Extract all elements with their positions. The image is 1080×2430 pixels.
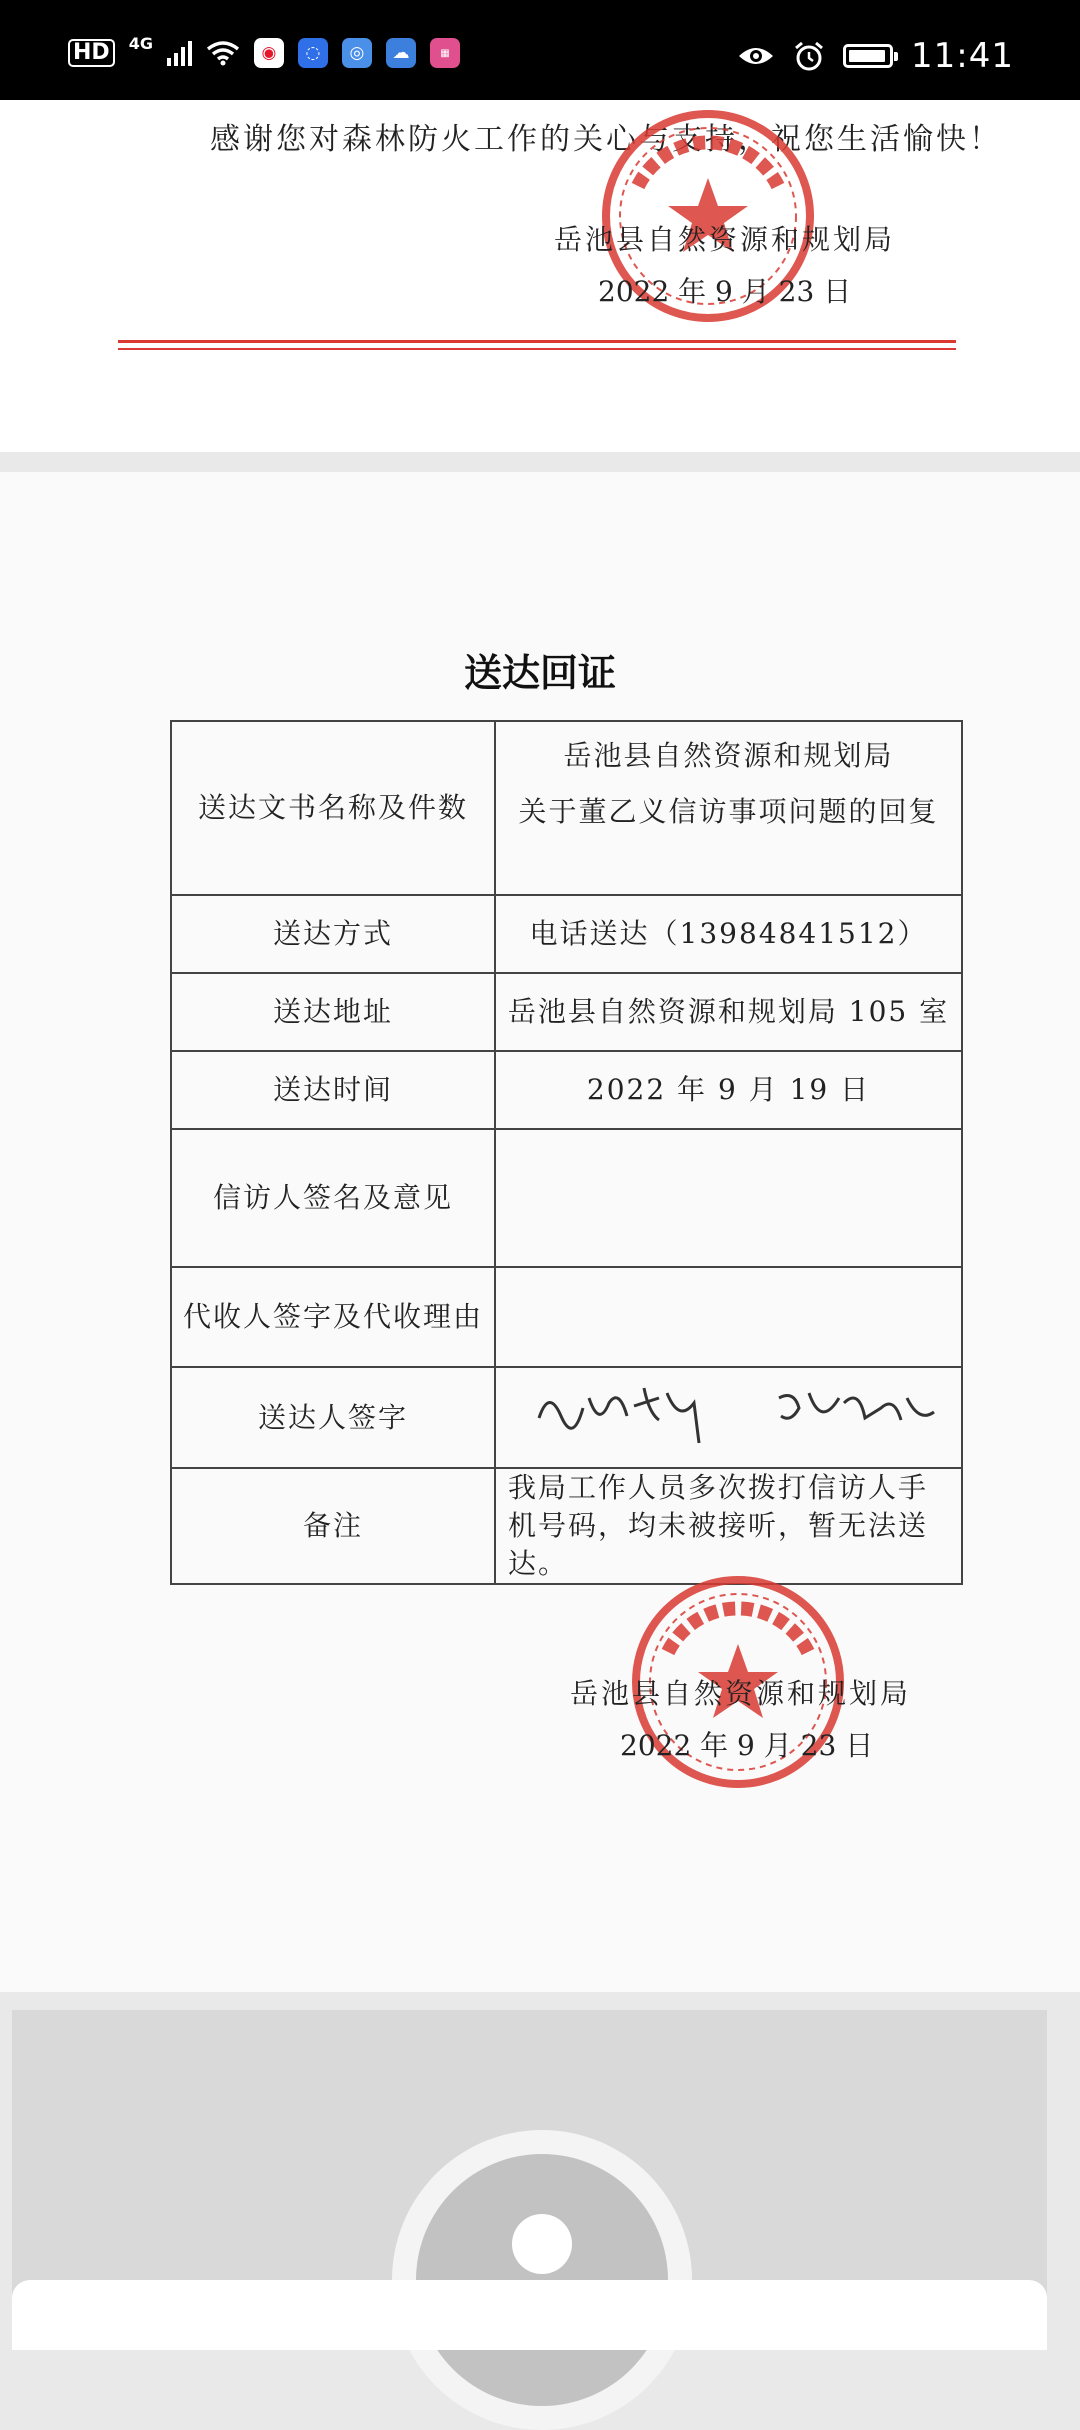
table-row <box>171 721 962 895</box>
table-row <box>171 1267 962 1367</box>
eye-icon <box>737 44 775 68</box>
status-right <box>737 36 1014 76</box>
address-label: 送达地址 <box>171 973 495 1051</box>
wifi-icon <box>206 40 240 66</box>
time-value: 2022 年 9 月 19 日 <box>495 1051 962 1129</box>
table-row <box>171 1051 962 1129</box>
table-row <box>171 1129 962 1267</box>
signing-org: 岳池县自然资源和规划局 <box>554 223 896 256</box>
table-row <box>171 1468 962 1584</box>
proxy-value <box>495 1267 962 1367</box>
signing-date: 2022 年 9 月 23 日 <box>598 275 852 308</box>
document-page-1 <box>0 100 1080 452</box>
petitioner-label: 信访人签名及意见 <box>171 1129 495 1267</box>
browser-icon: ◎ <box>342 38 372 68</box>
news-app-icon: ▦ <box>430 38 460 68</box>
user-icon <box>512 2214 572 2274</box>
method-label: 送达方式 <box>171 895 495 973</box>
time-label: 送达时间 <box>171 1051 495 1129</box>
signing-org: 岳池县自然资源和规划局 <box>570 1677 912 1710</box>
table-row <box>171 895 962 973</box>
signal-icon <box>167 40 192 66</box>
doc-value-line-1: 岳池县自然资源和规划局 <box>563 739 894 772</box>
petitioner-value <box>495 1129 962 1267</box>
network-type: 4G <box>128 33 153 53</box>
table-row <box>171 1367 962 1468</box>
red-divider <box>118 340 956 343</box>
battery-icon <box>843 44 893 68</box>
signing-date: 2022 年 9 月 23 日 <box>620 1729 874 1762</box>
remark-label: 备注 <box>171 1468 495 1584</box>
document-page-2 <box>0 472 1080 1992</box>
next-image-preview <box>12 2010 1047 2350</box>
status-bar <box>0 0 1080 100</box>
cloud-app-icon: ☁ <box>386 38 416 68</box>
weibo-icon: ◉ <box>254 38 284 68</box>
doc-value <box>495 721 962 895</box>
proxy-label: 代收人签字及代收理由 <box>171 1267 495 1367</box>
signature-image <box>509 1368 949 1448</box>
red-divider <box>118 348 956 350</box>
table-row <box>171 973 962 1051</box>
page-title: 送达回证 <box>463 651 616 695</box>
address-value: 岳池县自然资源和规划局 105 室 <box>495 973 962 1051</box>
status-left <box>68 33 460 68</box>
doc-label: 送达文书名称及件数 <box>171 721 495 895</box>
method-value: 电话送达（13984841512） <box>495 895 962 973</box>
clock: 11:41 <box>911 36 1014 76</box>
handwritten-signatures <box>495 1367 962 1468</box>
receipt-table <box>170 720 963 1585</box>
server-label: 送达人签字 <box>171 1367 495 1468</box>
bulb-app-icon: ◌ <box>298 38 328 68</box>
doc-value-line-2: 关于董乙义信访事项问题的回复 <box>518 795 939 828</box>
alarm-icon <box>793 41 825 71</box>
remark-value: 我局工作人员多次拨打信访人手机号码，均未被接听，暂无法送达。 <box>495 1468 962 1584</box>
hd-icon: HD <box>68 39 115 67</box>
thanks-text: 感谢您对森林防火工作的关心与支持，祝您生活愉快！ <box>210 122 1002 157</box>
